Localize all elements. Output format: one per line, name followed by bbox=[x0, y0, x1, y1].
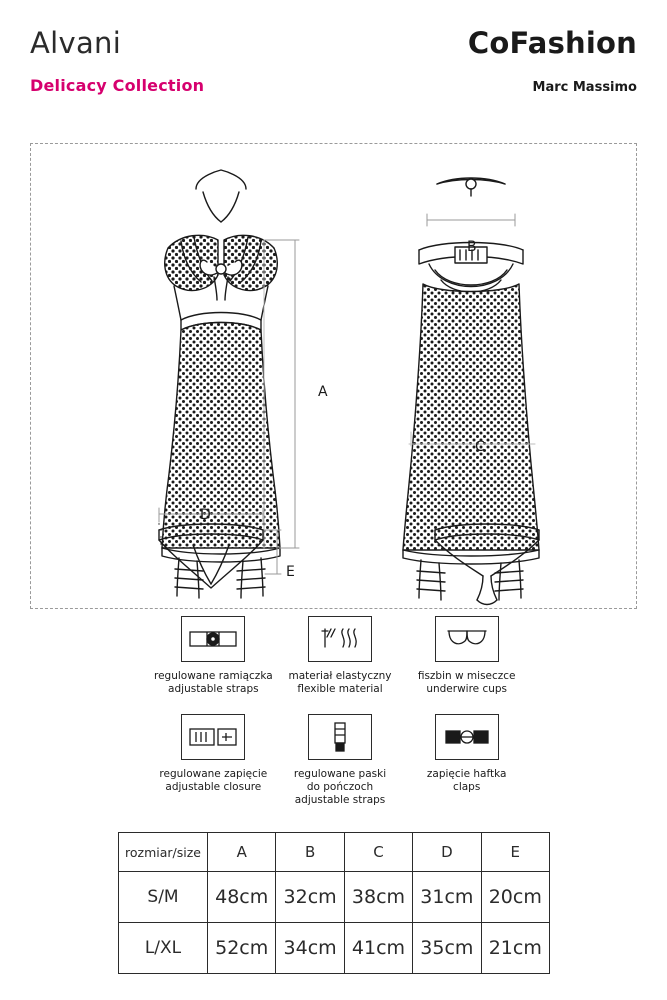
feature-flexible-material bbox=[277, 616, 404, 696]
table-cell: 20cm bbox=[481, 872, 549, 923]
feature-label: regulowane paski do pończoch adjustable straps bbox=[293, 768, 387, 806]
brand-name: Alvani bbox=[30, 26, 122, 60]
measure-label-c: C bbox=[475, 439, 485, 455]
brand-block-right bbox=[468, 26, 637, 95]
feature-claps bbox=[403, 714, 530, 794]
table-cell: 32cm bbox=[276, 872, 344, 923]
size-label: S/M bbox=[119, 872, 208, 923]
collection-name: Delicacy Collection bbox=[30, 76, 205, 95]
adjustable-straps-icon bbox=[181, 616, 245, 662]
adjustable-closure-icon bbox=[181, 714, 245, 760]
table-header-cell: E bbox=[481, 833, 549, 872]
feature-underwire-cups bbox=[403, 616, 530, 696]
table-header-cell: D bbox=[413, 833, 481, 872]
feature-adjustable-garter-straps bbox=[277, 714, 404, 807]
feature-row-2 bbox=[150, 714, 530, 807]
adjustable-garter-straps-icon bbox=[308, 714, 372, 760]
size-table bbox=[118, 832, 550, 974]
brand-block-left bbox=[30, 26, 204, 95]
table-cell: 35cm bbox=[413, 923, 481, 974]
feature-label: materiał elastyczny flexible material bbox=[288, 670, 392, 695]
flexible-material-icon bbox=[308, 616, 372, 662]
table-cell: 38cm bbox=[344, 872, 412, 923]
table-cell: 31cm bbox=[413, 872, 481, 923]
measure-label-e: E bbox=[286, 564, 295, 580]
measure-label-b: B bbox=[467, 239, 477, 255]
feature-adjustable-closure bbox=[150, 714, 277, 794]
size-label: L/XL bbox=[119, 923, 208, 974]
feature-row-1 bbox=[150, 616, 530, 696]
table-header-row bbox=[119, 833, 550, 872]
table-header-cell: C bbox=[344, 833, 412, 872]
page-header bbox=[30, 26, 637, 122]
company-name: CoFashion bbox=[467, 26, 637, 60]
table-cell: 52cm bbox=[208, 923, 276, 974]
claps-icon bbox=[435, 714, 499, 760]
table-row bbox=[119, 872, 550, 923]
illustration-panel bbox=[30, 143, 637, 609]
table-cell: 48cm bbox=[208, 872, 276, 923]
feature-label: fiszbin w miseczce underwire cups bbox=[417, 670, 516, 695]
table-header-cell: rozmiar/size bbox=[119, 833, 208, 872]
table-header-cell: A bbox=[208, 833, 276, 872]
table-header-cell: B bbox=[276, 833, 344, 872]
table-cell: 41cm bbox=[344, 923, 412, 974]
measure-label-a: A bbox=[318, 384, 328, 400]
feature-label: regulowane zapięcie adjustable closure bbox=[159, 768, 268, 793]
front-view-illustration bbox=[162, 170, 280, 598]
feature-label: zapięcie haftka claps bbox=[426, 768, 507, 793]
table-cell: 21cm bbox=[481, 923, 549, 974]
table-cell: 34cm bbox=[276, 923, 344, 974]
measure-label-d: D bbox=[200, 507, 211, 523]
underwire-cups-icon bbox=[435, 616, 499, 662]
feature-label: regulowane ramiączka adjustable straps bbox=[154, 670, 273, 695]
designer-name: Marc Massimo bbox=[532, 80, 637, 95]
garment-technical-drawing bbox=[31, 144, 636, 608]
feature-legend bbox=[150, 616, 530, 807]
table-row bbox=[119, 923, 550, 974]
feature-adjustable-straps bbox=[150, 616, 277, 696]
